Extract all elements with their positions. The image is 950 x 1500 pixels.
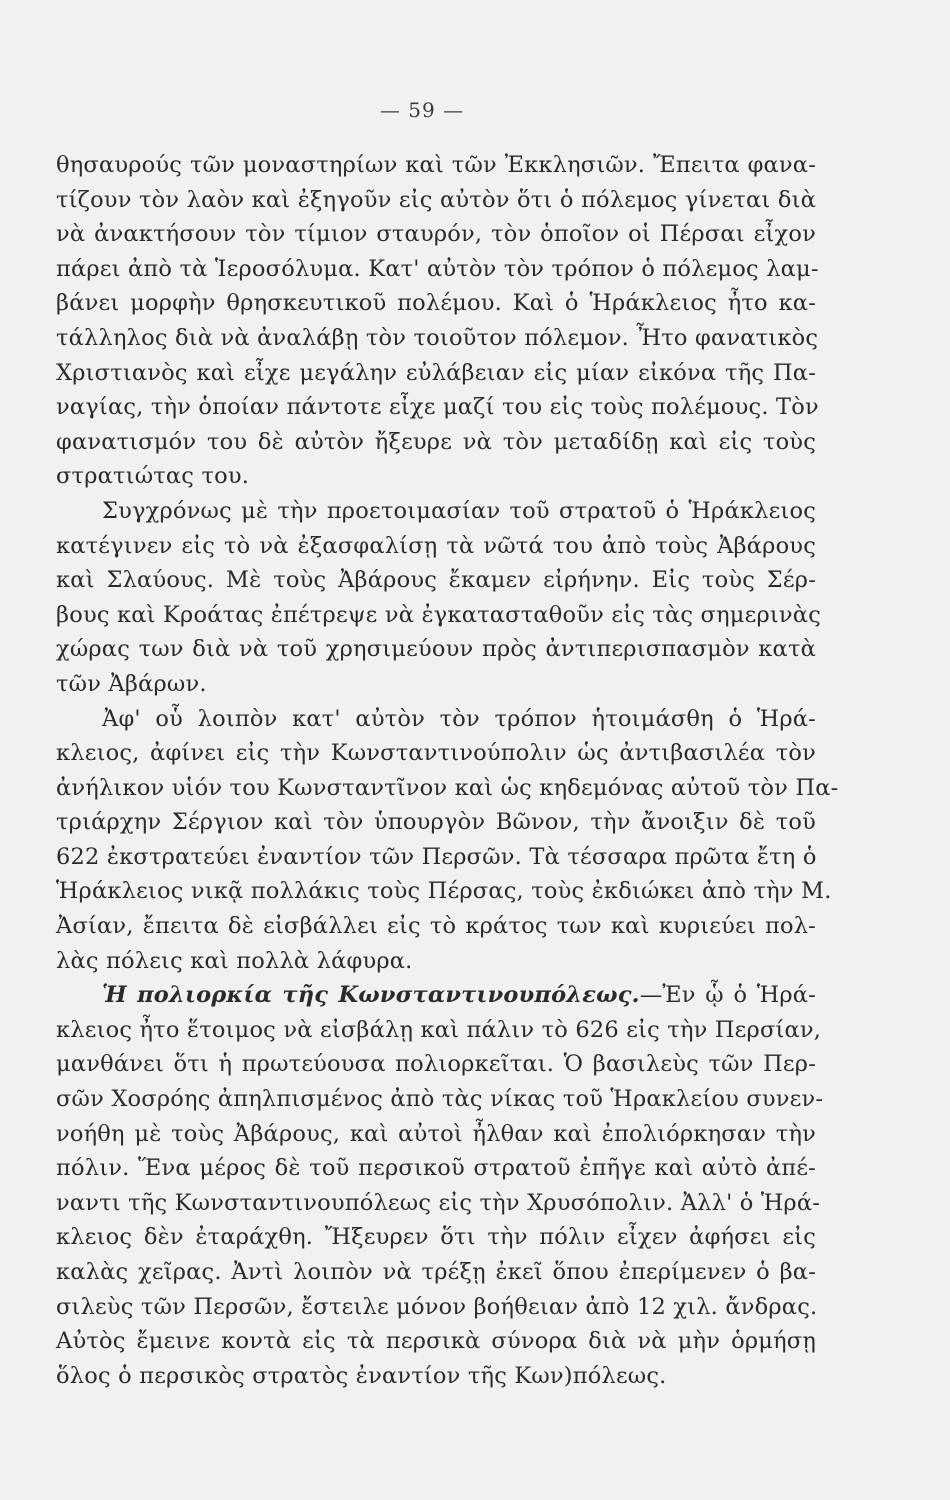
text-line: τίζουν τὸν λαὸν καὶ ἐξηγοῦν εἰς αὐτὸν ὅτι ὁ πόλεμος γίνεται διὰ: [56, 186, 816, 213]
text-line: ὅλος ὁ περσικὸς στρατὸς ἐναντίον τῆς Κων)πόλεως.: [56, 1362, 667, 1389]
body-text: [56, 148, 839, 1393]
text-line: Ἀσίαν, ἔπειτα δὲ εἰσβάλλει εἰς τὸ κράτος των καὶ κυριεύει πολ-: [56, 913, 816, 940]
text-line: στρατιώτας του.: [56, 463, 250, 490]
text-line: νοήθη μὲ τοὺς Ἀβάρους, καὶ αὐτοὶ ἦλθαν καὶ ἐπολιόρκησαν τὴν: [56, 1120, 816, 1147]
text-line: μανθάνει ὅτι ἡ πρωτεύουσα πολιορκεῖται. Ὁ βασιλεὺς τῶν Περ-: [56, 1051, 816, 1078]
text-line: Ἡράκλειος νικᾷ πολλάκις τοὺς Πέρσας, τοὺς ἐκδιώκει ἀπὸ τὴν Μ.: [56, 878, 832, 905]
text-line: χώρας των διὰ νὰ τοῦ χρησιμεύουν πρὸς ἀντιπερισπασμὸν κατὰ: [56, 636, 816, 663]
text-line: τάλληλος διὰ νὰ ἀναλάβῃ τὸν τοιοῦτον πόλεμον. Ἦτο φανατικὸς: [56, 324, 819, 351]
text-line: σῶν Χοσρόης ἀπηλπισμένος ἀπὸ τὰς νίκας τοῦ Ἡρακλείου συνεν-: [56, 1086, 824, 1113]
text-line: κλειος δὲν ἐταράχθη. Ἤξευρεν ὅτι τὴν πόλιν εἶχεν ἀφήσει εἰς: [56, 1224, 816, 1251]
text-line: ἀνήλικον υἱόν του Κωνσταντῖνον καὶ ὡς κηδεμόνας αὐτοῦ τὸν Πα-: [56, 774, 839, 801]
text-line: πόλιν. Ἕνα μέρος δὲ τοῦ περσικοῦ στρατοῦ ἐπῆγε καὶ αὐτὸ ἀπέ-: [56, 1155, 816, 1182]
text-line: φανατισμόν του δὲ αὐτὸν ἤξευρε νὰ τὸν μεταδίδῃ καὶ εἰς τοὺς: [56, 428, 816, 455]
section-heading-continuation: —Ἐν ᾧ ὁ Ἡρά-: [639, 982, 816, 1009]
text-line: ναντι τῆς Κωνσταντινουπόλεως εἰς τὴν Χρυσόπολιν. Ἀλλ' ὁ Ἡρά-: [56, 1189, 821, 1216]
page-number: — 59 —: [379, 98, 465, 122]
section-heading: Ἡ πολιορκία τῆς Κωνσταντινουπόλεως.: [102, 982, 640, 1009]
text-line: κλειος, ἀφίνει εἰς τὴν Κωνσταντινούπολιν ὡς ἀντιβασιλέα τὸν: [56, 740, 816, 767]
text-line: Χριστιανὸς καὶ εἶχε μεγάλην εὐλάβειαν εἰς μίαν εἰκόνα τῆς Πα-: [56, 359, 816, 386]
text-line: τῶν Ἀβάρων.: [56, 670, 207, 697]
text-line: βους καὶ Κροάτας ἐπέτρεψε νὰ ἐγκατασταθοῦν εἰς τὰς σημερινὰς: [56, 601, 822, 628]
text-line: τριάρχην Σέργιον καὶ τὸν ὑπουργὸν Βῶνον, τὴν ἄνοιξιν δὲ τοῦ: [56, 809, 816, 836]
paragraph-start-line: Συγχρόνως μὲ τὴν προετοιμασίαν τοῦ στρατοῦ ὁ Ἡράκλειος: [102, 497, 816, 524]
text-line: σιλεὺς τῶν Περσῶν, ἔστειλε μόνον βοήθειαν ἀπὸ 12 χιλ. ἄνδρας.: [56, 1293, 818, 1320]
text-line: λὰς πόλεις καὶ πολλὰ λάφυρα.: [56, 947, 413, 974]
text-line: νὰ ἀνακτήσουν τὸν τίμιον σταυρόν, τὸν ὁποῖον οἱ Πέρσαι εἶχον: [56, 221, 816, 248]
text-line: βάνει μορφὴν θρησκευτικοῦ πολέμου. Καὶ ὁ Ἡράκλειος ἦτο κα-: [56, 290, 816, 317]
text-line: κατέγινεν εἰς τὸ νὰ ἐξασφαλίσῃ τὰ νῶτά του ἀπὸ τοὺς Ἀβάρους: [56, 532, 816, 559]
text-line: θησαυρούς τῶν μοναστηρίων καὶ τῶν Ἐκκλησιῶν. Ἔπειτα φανα-: [56, 152, 816, 178]
text-line: καλὰς χεῖρας. Ἀντὶ λοιπὸν νὰ τρέξῃ ἐκεῖ ὅπου ἐπερίμενεν ὁ βα-: [56, 1259, 816, 1285]
text-line: Αὐτὸς ἔμεινε κοντὰ εἰς τὰ περσικὰ σύνορα διὰ νὰ μὴν ὁρμήσῃ: [56, 1328, 816, 1355]
text-line: πάρει ἀπὸ τὰ Ἱεροσόλυμα. Κατ' αὐτὸν τὸν τρόπον ὁ πόλεμος λαμ-: [56, 255, 819, 282]
text-line: καὶ Σλαύους. Μὲ τοὺς Ἀβάρους ἔκαμεν εἰρήνην. Εἰς τοὺς Σέρ-: [56, 567, 816, 594]
text-line: κλειος ἦτο ἕτοιμος νὰ εἰσβάλῃ καὶ πάλιν τὸ 626 εἰς τὴν Περσίαν,: [56, 1016, 822, 1043]
text-line: 622 ἐκστρατεύει ἐναντίον τῶν Περσῶν. Τὰ τέσσαρα πρῶτα ἔτη ὁ: [56, 843, 817, 870]
paragraph-start-line: Ἀφ' οὗ λοιπὸν κατ' αὐτὸν τὸν τρόπον ἡτοιμάσθη ὁ Ἡρά-: [102, 705, 816, 732]
text-line: ναγίας, τὴν ὁποίαν πάντοτε εἶχε μαζί του εἰς τοὺς πολέμους. Τὸν: [56, 394, 819, 421]
section-heading-line: [56, 978, 816, 1013]
